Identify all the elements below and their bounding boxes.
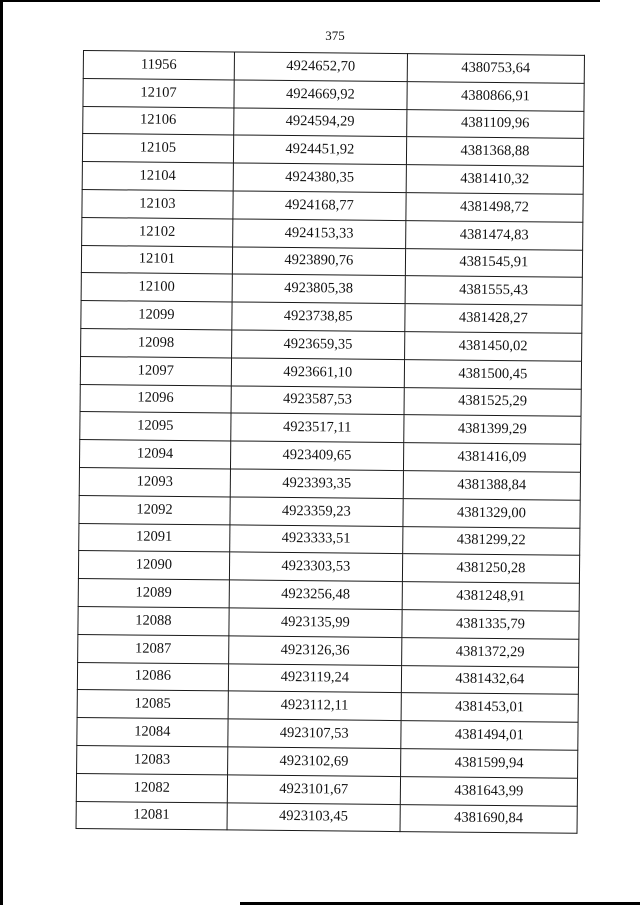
y-coordinate-cell: 4381453,01 [401, 693, 578, 722]
point-number-cell: 12105 [82, 134, 233, 163]
point-number-cell: 12098 [81, 328, 232, 357]
y-coordinate-cell: 4381643,99 [400, 776, 577, 805]
y-coordinate-cell: 4381432,64 [401, 665, 578, 694]
y-coordinate-cell: 4381372,29 [401, 637, 578, 666]
point-number-cell: 12090 [78, 551, 229, 580]
x-coordinate-cell: 4924153,33 [232, 219, 405, 248]
x-coordinate-cell: 4923890,76 [232, 247, 405, 276]
point-number-cell: 12083 [77, 745, 228, 774]
x-coordinate-cell: 4923119,24 [228, 663, 401, 692]
point-number-cell: 12092 [79, 495, 230, 524]
x-coordinate-cell: 4923659,35 [231, 330, 404, 359]
y-coordinate-cell: 4381494,01 [401, 721, 578, 750]
x-coordinate-cell: 4924669,92 [234, 80, 407, 109]
scan-border-left [0, 0, 3, 905]
point-number-cell: 12104 [82, 162, 233, 191]
x-coordinate-cell: 4923661,10 [231, 358, 404, 387]
point-number-cell: 12089 [78, 579, 229, 608]
point-number-cell: 12085 [77, 690, 228, 719]
point-number-cell: 12106 [83, 106, 234, 135]
y-coordinate-cell: 4381545,91 [405, 248, 582, 277]
point-number-cell: 12082 [76, 773, 227, 802]
point-number-cell: 12084 [77, 718, 228, 747]
x-coordinate-cell: 4923409,65 [230, 441, 403, 470]
point-number-cell: 12102 [82, 217, 233, 246]
y-coordinate-cell: 4381428,27 [405, 304, 582, 333]
x-coordinate-cell: 4924652,70 [234, 52, 407, 81]
x-coordinate-cell: 4923102,69 [227, 747, 400, 776]
x-coordinate-cell: 4923107,53 [228, 719, 401, 748]
point-number-cell: 12096 [80, 384, 231, 413]
x-coordinate-cell: 4924380,35 [233, 163, 406, 192]
y-coordinate-cell: 4381368,88 [406, 137, 583, 166]
x-coordinate-cell: 4923101,67 [227, 775, 400, 804]
y-coordinate-cell: 4381498,72 [406, 193, 583, 222]
point-number-cell: 11956 [83, 51, 234, 80]
y-coordinate-cell: 4381500,45 [404, 359, 581, 388]
y-coordinate-cell: 4380753,64 [407, 54, 584, 83]
y-coordinate-cell: 4381474,83 [405, 220, 582, 249]
y-coordinate-cell: 4381399,29 [404, 415, 581, 444]
point-number-cell: 12088 [78, 606, 229, 635]
y-coordinate-cell: 4381299,22 [403, 526, 580, 555]
point-number-cell: 12081 [76, 801, 227, 830]
y-coordinate-cell: 4381416,09 [403, 443, 580, 472]
x-coordinate-cell: 4923805,38 [232, 274, 405, 303]
y-coordinate-cell: 4381525,29 [404, 387, 581, 416]
x-coordinate-cell: 4923126,36 [228, 636, 401, 665]
y-coordinate-cell: 4381248,91 [402, 582, 579, 611]
point-number-cell: 12087 [78, 634, 229, 663]
y-coordinate-cell: 4381690,84 [400, 804, 577, 833]
x-coordinate-cell: 4924168,77 [233, 191, 406, 220]
x-coordinate-cell: 4923112,11 [228, 691, 401, 720]
y-coordinate-cell: 4381329,00 [403, 498, 580, 527]
y-coordinate-cell: 4381555,43 [405, 276, 582, 305]
coordinates-table [76, 50, 585, 834]
x-coordinate-cell: 4924451,92 [233, 135, 406, 164]
x-coordinate-cell: 4923303,53 [229, 552, 402, 581]
point-number-cell: 12093 [79, 467, 230, 496]
point-number-cell: 12107 [83, 78, 234, 107]
point-number-cell: 12091 [79, 523, 230, 552]
y-coordinate-cell: 4381109,96 [407, 109, 584, 138]
x-coordinate-cell: 4923333,51 [229, 524, 402, 553]
y-coordinate-cell: 4381335,79 [402, 610, 579, 639]
x-coordinate-cell: 4924594,29 [233, 108, 406, 137]
point-number-cell: 12100 [81, 273, 232, 302]
y-coordinate-cell: 4381250,28 [402, 554, 579, 583]
page-number: 375 [325, 28, 345, 43]
point-number-cell: 12101 [81, 245, 232, 274]
point-number-cell: 12095 [80, 412, 231, 441]
y-coordinate-cell: 4381388,84 [403, 471, 580, 500]
x-coordinate-cell: 4923256,48 [229, 580, 402, 609]
scan-border-top [0, 0, 600, 2]
point-number-cell: 12099 [81, 301, 232, 330]
x-coordinate-cell: 4923103,45 [227, 802, 400, 831]
x-coordinate-cell: 4923587,53 [231, 385, 404, 414]
point-number-cell: 12094 [79, 440, 230, 469]
point-number-cell: 12097 [80, 356, 231, 385]
y-coordinate-cell: 4381599,94 [400, 749, 577, 778]
coordinates-table-body [76, 51, 584, 834]
point-number-cell: 12103 [82, 189, 233, 218]
x-coordinate-cell: 4923393,35 [230, 469, 403, 498]
y-coordinate-cell: 4381410,32 [406, 165, 583, 194]
x-coordinate-cell: 4923517,11 [231, 413, 404, 442]
y-coordinate-cell: 4381450,02 [404, 332, 581, 361]
y-coordinate-cell: 4380866,91 [407, 81, 584, 110]
point-number-cell: 12086 [77, 662, 228, 691]
x-coordinate-cell: 4923359,23 [230, 497, 403, 526]
x-coordinate-cell: 4923738,85 [232, 302, 405, 331]
x-coordinate-cell: 4923135,99 [229, 608, 402, 637]
table-row [76, 801, 577, 834]
